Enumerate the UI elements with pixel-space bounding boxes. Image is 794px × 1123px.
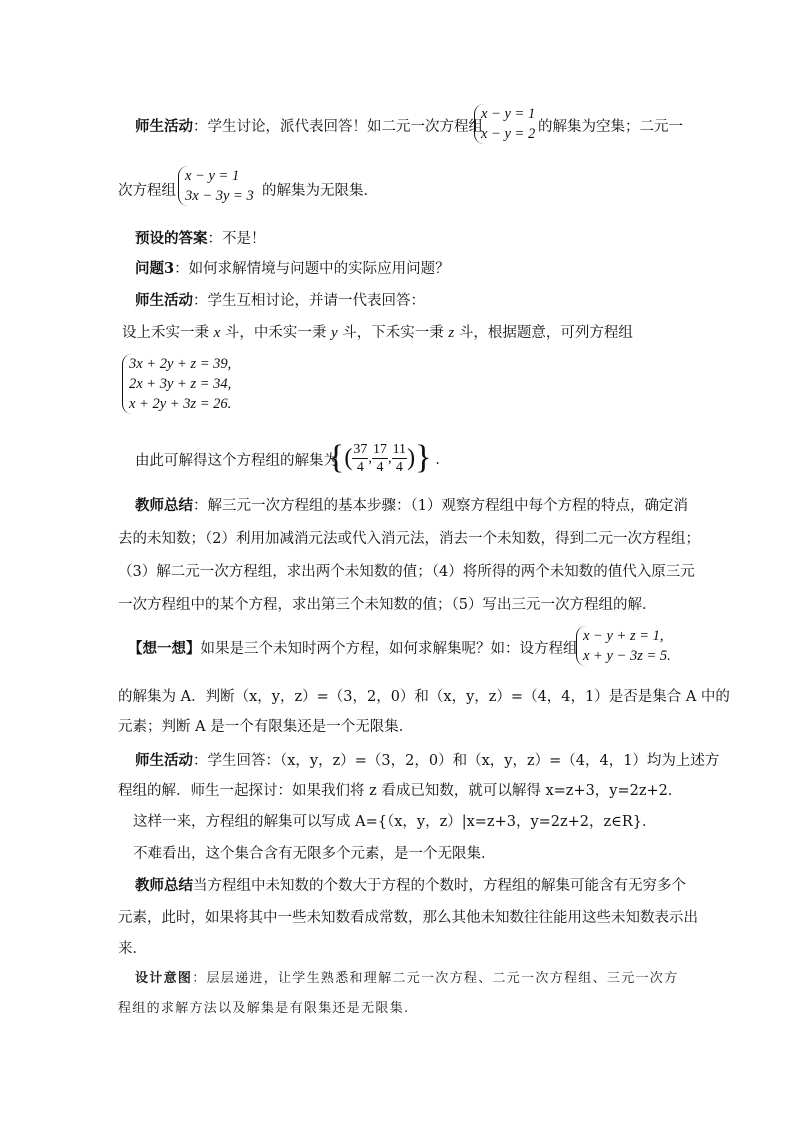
teacher-summary-1-line4: 一次方程组中的某个方程，求出第三个未知数的值；（5）写出三元一次方程组的解． [118,597,657,613]
design-intent-line2: 程组的求解方法以及解集是有限集还是无限集. [118,1001,410,1016]
equation-system-three-vars [122,354,231,414]
problem-setup: 设上禾实一秉 x 斗，中禾实一秉 y 斗，下禾实一秉 z 斗，根据题意，可列方程组 [122,325,633,341]
text: ：如何求解情境与问题中的实际应用问题？ [174,261,450,277]
teacher-summary-1-line2: 去的未知数；（2）利用加减消元法或代入消元法，消去一个未知数，得到二元一次方程组； [118,531,700,547]
equation-system-two-eq [576,626,671,666]
equation: x + 2y + 3z = 26. [129,396,232,412]
left-brace: { [328,439,345,476]
label-summary: 教师总结 [135,877,193,894]
equation: 2x + 3y + z = 34, [129,376,232,392]
equation: 3x − 3y = 3 [185,188,254,204]
equation-system-empty [474,104,535,144]
teacher-summary-2-line2: 元素，此时，如果将其中一些未知数看成常数，那么其他未知数往往能用这些未知数表示出 [118,910,698,926]
text: 的解集为空集；二元一 [538,119,683,135]
teacher-summary-1-line1: 教师总结：解三元一次方程组的基本步骤：（1）观察方程组中每个方程的特点，确定消 [135,497,688,514]
teacher-summary-2-line3: 来． [118,941,147,957]
activity-3-line4: 不难看出，这个集合含有无限多个元素，是一个无限集． [133,846,496,862]
label-activity: 师生活动 [135,118,193,135]
solution-set: { ( $\frac{37}{4}$ , $\frac{17}{4}$ , $\frac{11}{4}$ ) } ． [328,436,450,480]
equation: x − y = 1 [481,106,536,122]
label-question: 问题3 [135,260,175,277]
activity-3-line2: 程组的解．师生一起探讨：如果我们将 z 看成已知数，就可以解得 x=z+3，y=2z+2． [118,783,683,799]
text: ：学生讨论，派代表回答！如二元一次方程组 [193,119,483,135]
fraction: $\frac{11}{4}$ [392,441,407,475]
equation: x − y = 2 [481,126,536,142]
equation-system-infinite [178,166,254,206]
label-think: 【想一想】 [128,640,201,657]
equation: x − y = 1 [185,168,240,184]
fraction: $\frac{17}{4}$ [372,441,387,475]
paragraph-teacher-student-activity-1 [135,116,483,138]
result-text: 由此可解得这个方程组的解集为 [135,453,338,469]
teacher-summary-1-line3: （3）解二元一次方程组，求出两个未知数的值；（4）将所得的两个未知数的值代入原三元 [118,564,695,580]
text: ：学生互相讨论，并请一代表回答： [193,293,425,309]
fraction: $\frac{37}{4}$ [353,441,368,475]
equation: 3x + 2y + z = 39, [129,356,232,372]
paragraph-teacher-student-activity-3: 师生活动：学生回答：（x，y，z）=（3，2，0）和（x，y，z）=（4，4，1）均为上述方 [135,752,720,769]
label-summary: 教师总结 [135,497,193,514]
think-line2: 的解集为 A．判断（x，y，z）=（3，2，0）和（x，y，z）=（4，4，1）是否是集合 A 中的 [118,689,730,705]
design-intent-line1: 设计意图：层层递进，让学生熟悉和理解二元一次方程、二元一次方程组、三元一次方 [135,971,679,986]
paragraph-teacher-student-activity-2 [135,290,425,312]
text: 次方程组 [118,183,176,199]
equation: x − y + z = 1, [583,628,664,644]
preset-answer [135,228,266,250]
activity-3-line3: 这样一来，方程组的解集可以写成 A={（x，y，z）|x=z+3，y=2z+2，z∈R}． [133,814,657,830]
text: ：不是！ [207,231,266,247]
right-brace: } [415,439,432,476]
equation: x + y − 3z = 5. [583,648,671,664]
teacher-summary-2-line1: 教师总结当方程组中未知数的个数大于方程的个数时，方程组的解集可能含有无穷多个 [135,877,686,894]
question-3 [135,258,450,280]
label-activity: 师生活动 [135,292,193,309]
label-design: 设计意图 [135,971,193,986]
text: 的解集为无限集． [262,183,378,199]
label-preset: 预设的答案 [135,230,208,247]
label-activity: 师生活动 [135,752,193,769]
think-line3: 元素；判断 A 是一个有限集还是一个无限集． [118,719,414,735]
think-line1: 【想一想】如果是三个未知时两个方程，如何求解集呢？如：设方程组 [128,640,578,657]
